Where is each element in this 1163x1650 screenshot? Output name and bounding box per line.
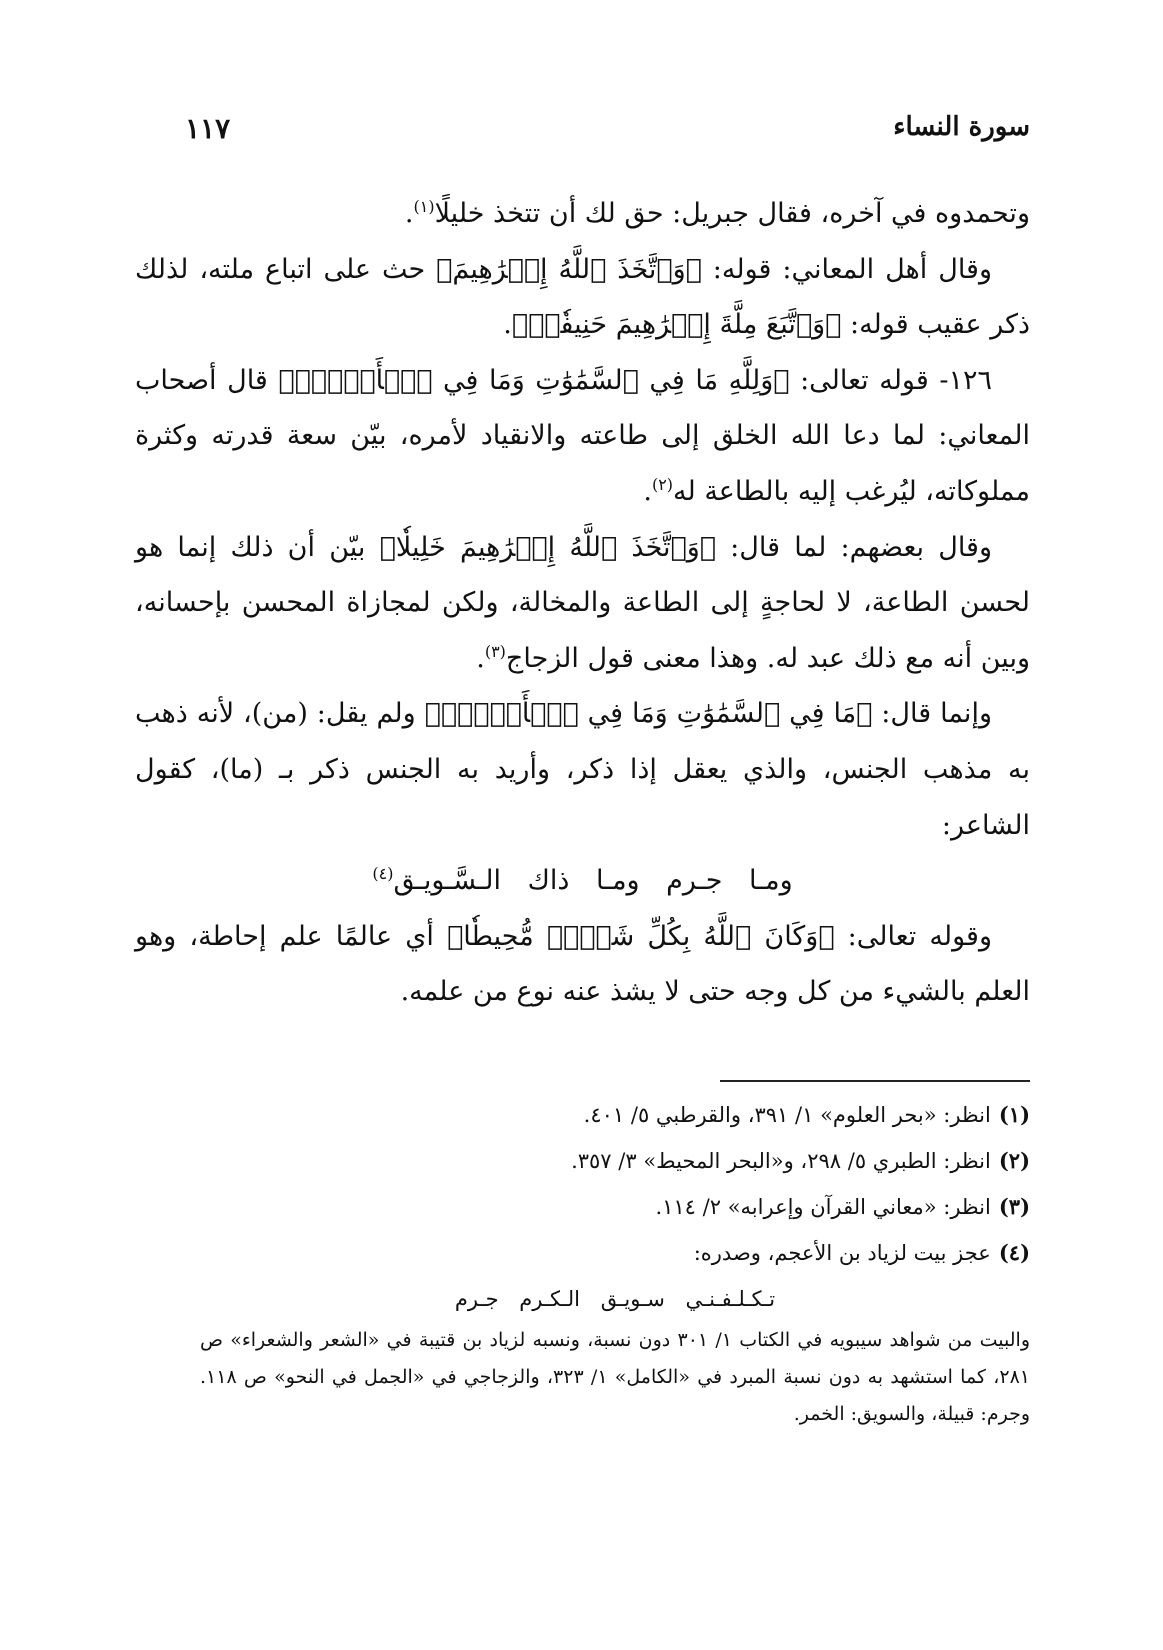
footnote-text: انظر: «بحر العلوم» ١/ ٣٩١، والقرطبي ٥/ ٤٠١. — [583, 1103, 991, 1127]
poem-text: ومـا جـرم ومـا ذاك الـسَّـويـق — [393, 865, 793, 897]
footnotes — [200, 1092, 1030, 1433]
footnote-number: (١) — [998, 1102, 1030, 1127]
paragraph-4 — [135, 520, 1030, 687]
footnote-number: (٢) — [998, 1148, 1030, 1173]
page-number: ١١٧ — [185, 112, 231, 145]
paragraph-4-text-a: وقال بعضهم: لما قال: — [715, 531, 992, 563]
paragraph-2-text-a: وقال أهل المعاني: قوله: — [701, 253, 992, 285]
paragraph-6-text-b: أي عالمًا علم إحاطة، وهو العلم بالشيء من كل وجه حتى لا يشذ عنه نوع من علمه. — [135, 920, 1030, 1008]
paragraph-4-text-b: بيّن أن ذلك إنما هو لحسن الطاعة، لا لحاجةٍ إلى الطاعة والمخالة، ولكن لمجازاة المحسن بإحسانه، وبين أنه مع ذلك عبد له. وهذا معنى قول الزجاج — [135, 531, 1030, 674]
quran-verse: ﴿وَكَانَ ٱللَّهُ بِكُلِّ شَيۡءٖ مُّحِيطٗا﴾ — [447, 920, 835, 952]
main-text — [135, 186, 1030, 1020]
footnote-ref-4: (٤) — [372, 864, 394, 884]
punctuation: . — [503, 309, 512, 341]
punctuation: . — [404, 198, 414, 229]
paragraph-3 — [135, 353, 1030, 520]
quran-verse: ﴿وَٱتَّبَعَ مِلَّةَ إِبۡرَٰهِيمَ حَنِيفٗاۗ﴾ — [511, 309, 842, 341]
footnote-ref-2: (٢) — [651, 474, 674, 494]
footnote-verse: تـكـلـفـنـي سـويـق الـكـرم جـرم — [454, 1287, 776, 1311]
footnote-number: (٣) — [998, 1194, 1030, 1219]
footnote-text: انظر: «معاني القرآن وإعرابه» ٢/ ١١٤. — [655, 1195, 991, 1219]
footnote-text: عجز بيت لزياد بن الأعجم، وصدره: — [693, 1241, 991, 1265]
footnote-2 — [200, 1138, 1030, 1184]
footnote-1 — [200, 1092, 1030, 1138]
paragraph-3-text-a: ١٢٦- قوله تعالى: — [789, 364, 992, 396]
footnote-divider — [720, 1080, 1030, 1082]
paragraph-3-text-b: قال أصحاب المعاني: لما دعا الله الخلق إلى طاعته والانقياد لأمره، بيّن سعة قدرته وكثرة مملوكاته، ليُرغب إليه بالطاعة له — [135, 364, 1030, 507]
paragraph-5 — [135, 686, 1030, 853]
footnote-4-continuation: والبيت من شواهد سيبويه في الكتاب ١/ ٣٠١ دون نسبة، ونسبه لزياد بن قتيبة في «الشعر والشعراء» ص ٢٨١، كما استشهد به دون نسبة المبرد في «الكامل» ١/ ٣٢٣، والزجاجي في «الجمل في النحو» ص ١١٨. وجرم: قبيلة، والسويق: الخمر. — [200, 1329, 1030, 1425]
footnote-3 — [200, 1184, 1030, 1230]
paragraph-5-text-a: وإنما قال: — [872, 698, 992, 730]
punctuation: . — [476, 642, 485, 674]
paragraph-2-text-b: حث على اتباع ملته، لذلك ذكر عقيب قوله: — [135, 253, 1030, 341]
punctuation: . — [643, 475, 652, 507]
footnote-text: انظر: الطبري ٥/ ٢٩٨، و«البحر المحيط» ٣/ ٣٥٧. — [571, 1149, 991, 1173]
quran-verse: ﴿وَٱتَّخَذَ ٱللَّهُ إِبۡرَٰهِيمَ﴾ — [436, 253, 702, 285]
footnote-4 — [200, 1230, 1030, 1276]
footnote-number: (٤) — [998, 1240, 1030, 1265]
poem-line — [135, 853, 1030, 909]
paragraph-1 — [135, 186, 1030, 242]
quran-verse: ﴿مَا فِي ٱلسَّمَٰوَٰتِ وَمَا فِي ٱلۡأَرۡضِۗ﴾ — [424, 698, 873, 730]
surah-title: سورة النساء — [893, 112, 1030, 142]
paragraph-6-text-a: وقوله تعالى: — [834, 920, 992, 952]
paragraph-1-text: وتحمدوه في آخره، فقال جبريل: حق لك أن تتخذ خليلًا — [434, 198, 1030, 229]
quran-verse: ﴿وَٱتَّخَذَ ٱللَّهُ إِبۡرَٰهِيمَ خَلِيلٗا﴾ — [379, 531, 716, 563]
page-header — [185, 112, 1030, 152]
footnote-ref-1: (١) — [413, 197, 435, 216]
paragraph-5-text-b: ولم يقل: (من)، لأنه ذهب به مذهب الجنس، والذي يعقل إذا ذكر، وأريد به الجنس ذكر بـ (ما)، كقول الشاعر: — [135, 698, 1030, 841]
quran-verse: ﴿وَلِلَّهِ مَا فِي ٱلسَّمَٰوَٰتِ وَمَا فِي ٱلۡأَرۡضِۚ﴾ — [278, 364, 790, 396]
footnote-ref-3: (٣) — [484, 641, 506, 661]
paragraph-2 — [135, 242, 1030, 353]
paragraph-6 — [135, 909, 1030, 1020]
